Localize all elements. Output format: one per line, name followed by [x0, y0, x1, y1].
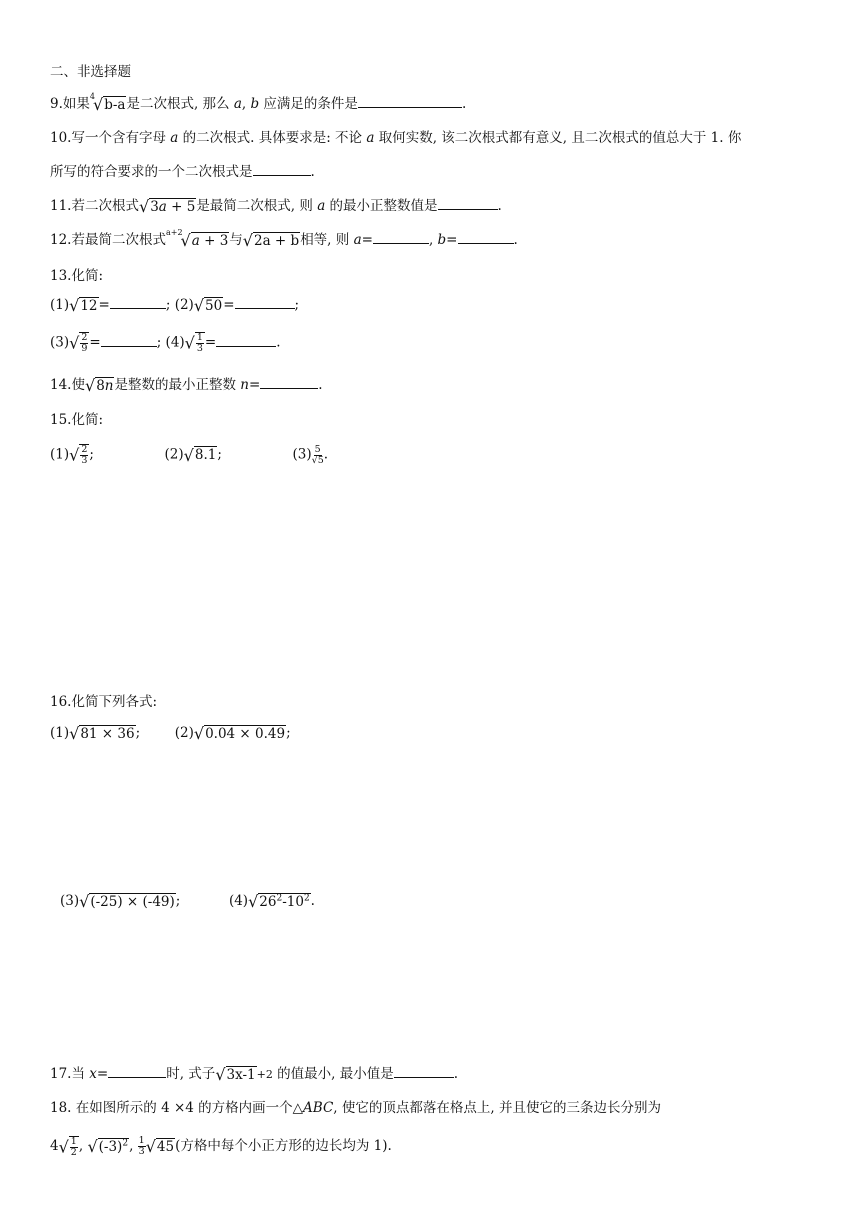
radical: √3𝑎 + 5: [138, 197, 196, 216]
question-14: 14.使√8𝑛是整数的最小正整数 n= .: [50, 376, 323, 395]
radical: √ $\frac{2}{9}$: [69, 332, 88, 354]
answer-blank[interactable]: [101, 334, 157, 347]
question-16-parts-b: (3)√(-25) × (-49); $(4)√26^2-10^2$.: [60, 892, 315, 911]
question-13-parts-b: (3)√ $\frac{2}{9}$ = ; (4)√ $\frac{1}{3}$ = .: [50, 332, 281, 354]
answer-blank[interactable]: [373, 231, 429, 244]
answer-blank[interactable]: [438, 197, 498, 210]
radical: $√(-3)^2$: [87, 1137, 129, 1156]
fraction: $\frac{1}{3}$: [138, 1135, 145, 1157]
answer-blank[interactable]: [260, 376, 318, 389]
radical: √2a + b: [242, 231, 300, 250]
radical: √8.1: [183, 445, 217, 465]
answer-blank[interactable]: [253, 163, 311, 176]
question-13-parts-a: (1)√12= ; (2)√50= ;: [50, 296, 300, 315]
radical: √ $\frac{1}{2}$: [58, 1135, 77, 1158]
question-10: 10.写一个含有字母 a 的二次根式. 具体要求是: 不论 a 取何实数, 该二次根式都有意义, 且二次根式的值总大于 1. 你: [50, 130, 742, 146]
answer-blank[interactable]: [216, 334, 276, 347]
radical: √12: [69, 296, 98, 315]
answer-blank[interactable]: [235, 296, 295, 309]
answer-blank[interactable]: [358, 95, 462, 108]
question-15: 15.化简:: [50, 412, 104, 428]
section-title: 二、非选择题: [50, 64, 131, 80]
fraction: $\frac{5}{√5}$: [311, 443, 324, 466]
radical: √ $\frac{2}{3}$: [69, 444, 88, 466]
radical: √0.04 × 0.49: [193, 724, 286, 743]
question-10-line2: 所写的符合要求的一个二次根式是 .: [50, 164, 315, 180]
answer-blank[interactable]: [394, 1065, 454, 1078]
radical: √81 × 36: [69, 724, 135, 743]
radical: √50: [193, 296, 223, 315]
answer-blank[interactable]: [458, 231, 514, 244]
question-9: 9.如果$^4$√b-a是二次根式, 那么 a, b 应满足的条件是 .: [50, 92, 467, 114]
radical: √8𝑛: [84, 376, 114, 395]
question-13: 13.化简:: [50, 268, 104, 284]
question-18-line2: 4√ $\frac{1}{2}$ , $√(-3)^2$, $\frac{1}{3}$ √45(方格中每个小正方形的边长均为 1).: [50, 1135, 392, 1158]
question-12: 12.若最简二次根式$^{a+2}$√𝑎 + 3与√2a + b相等, 则 a= , b= .: [50, 228, 518, 250]
radical: $^{a+2}$√𝑎 + 3: [165, 228, 229, 250]
question-16: 16.化简下列各式:: [50, 694, 158, 710]
question-17: 17.当 x= 时, 式子√3x-1+2 的值最小, 最小值是 .: [50, 1065, 459, 1084]
radical: √3x-1: [215, 1065, 256, 1084]
question-18: 18. 在如图所示的 4 ×4 的方格内画一个△ABC, 使它的顶点都落在格点上, 并且使它的三条边长分别为: [50, 1100, 661, 1116]
question-16-parts-a: (1)√81 × 36; (2)√0.04 × 0.49;: [50, 724, 291, 743]
answer-blank[interactable]: [110, 296, 166, 309]
question-11: 11.若二次根式√3𝑎 + 5是最简二次根式, 则 a 的最小正整数值是 .: [50, 197, 502, 216]
radical: √45: [145, 1137, 175, 1156]
answer-blank[interactable]: [108, 1065, 166, 1078]
radical: √(-25) × (-49): [79, 892, 175, 911]
question-15-parts: (1)√ $\frac{2}{3}$ ; (2)√8.1; (3) $\frac{5}{√5}$ .: [50, 443, 329, 466]
radical: $^4$√b-a: [89, 92, 126, 114]
radical: $√26^2-10^2$: [248, 892, 310, 911]
radical: √ $\frac{1}{3}$: [184, 332, 203, 354]
